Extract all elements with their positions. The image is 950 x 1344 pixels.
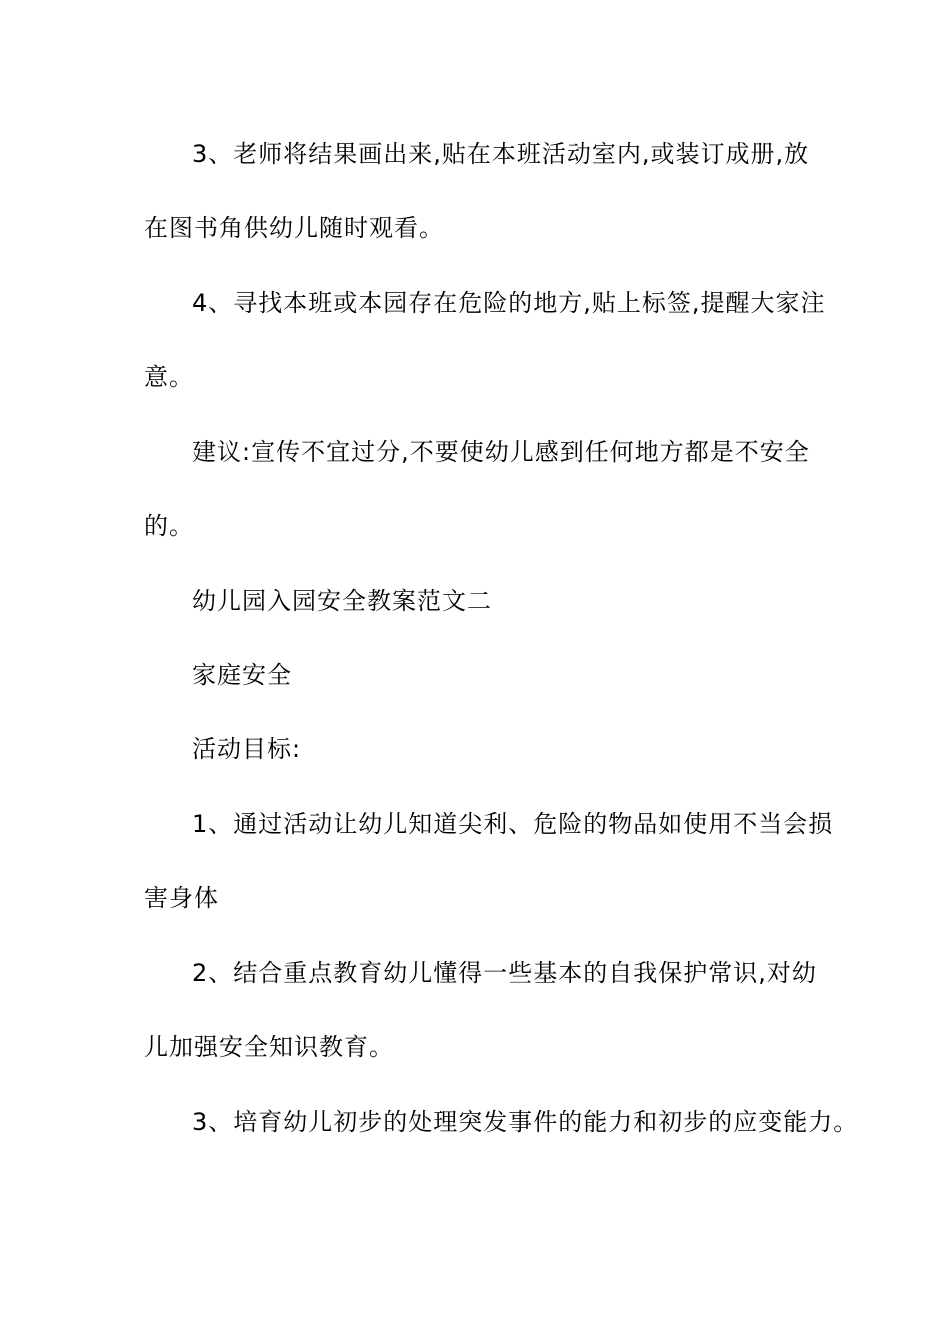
paragraph-4-line-2: 意。	[144, 363, 194, 391]
goal-2-line-1: 2、结合重点教育幼儿懂得一些基本的自我保护常识,对幼	[192, 959, 817, 987]
suggestion-line-2: 的。	[144, 512, 194, 540]
paragraph-3-line-1: 3、老师将结果画出来,贴在本班活动室内,或装订成册,放	[192, 140, 810, 168]
section-heading: 幼儿园入园安全教案范文二	[192, 587, 492, 615]
goal-2-line-2: 儿加强安全知识教育。	[144, 1033, 394, 1061]
goal-1-line-1: 1、通过活动让幼儿知道尖利、危险的物品如使用不当会损	[192, 810, 834, 838]
paragraph-4-line-1: 4、寻找本班或本园存在危险的地方,贴上标签,提醒大家注	[192, 289, 826, 317]
goals-label: 活动目标:	[192, 735, 302, 763]
section-subheading: 家庭安全	[192, 661, 292, 689]
paragraph-3-line-2: 在图书角供幼儿随时观看。	[144, 214, 444, 242]
suggestion-line-1: 建议:宣传不宜过分,不要使幼儿感到任何地方都是不安全	[192, 438, 810, 466]
goal-1-line-2: 害身体	[144, 884, 219, 912]
goal-3-line-1: 3、培育幼儿初步的处理突发事件的能力和初步的应变能力。	[192, 1108, 859, 1136]
